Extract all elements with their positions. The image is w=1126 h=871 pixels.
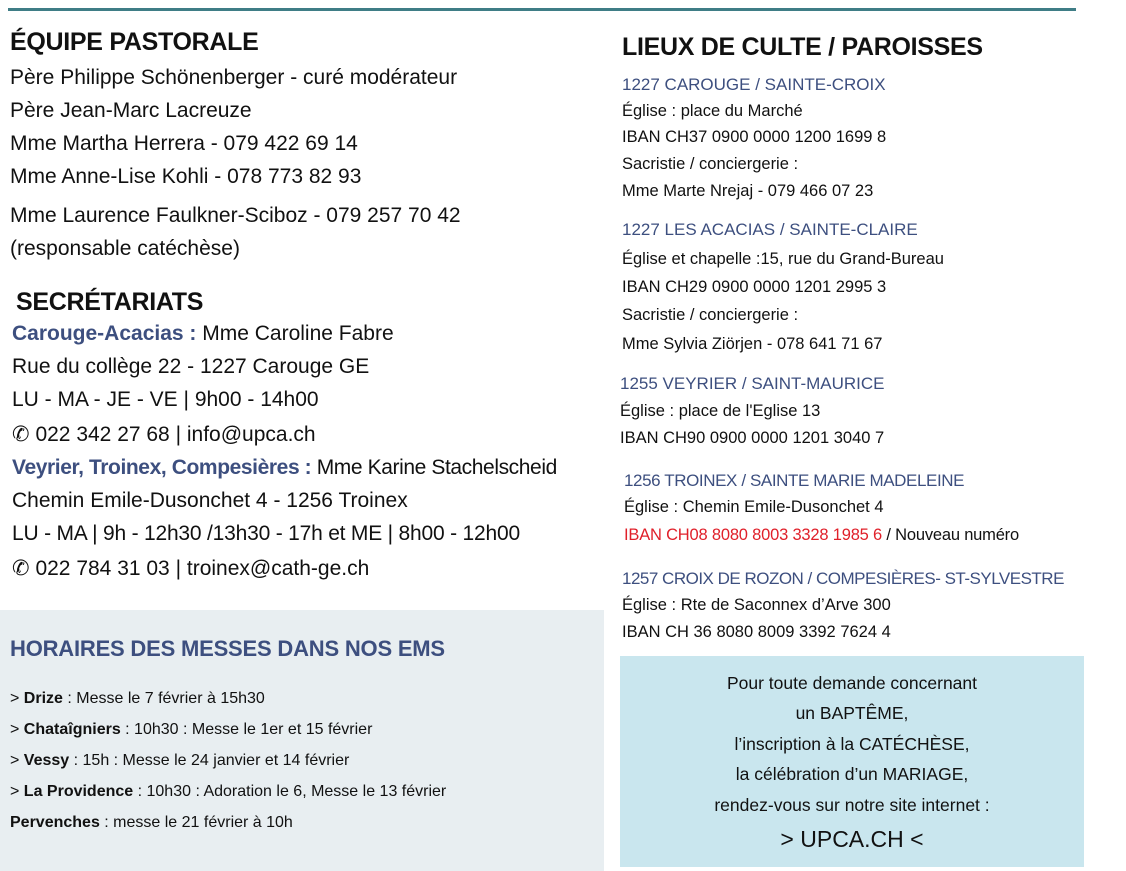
parish-line: IBAN CH29 0900 0000 1201 2995 3 (622, 278, 887, 296)
info-line: un BAPTÊME, (795, 703, 909, 723)
horaire-prefix: > (10, 690, 24, 707)
parish-iban-line (624, 526, 1019, 545)
equipe-line: Père Jean-Marc Lacreuze (10, 99, 252, 122)
horaire-text: : messe le 21 février à 10h (99, 814, 293, 831)
horaire-item (10, 690, 265, 708)
horaire-text: : 15h : Messe le 24 janvier et 14 février (69, 752, 350, 769)
horaire-prefix: > (10, 752, 24, 769)
parish-heading: 1255 VEYRIER / SAINT-MAURICE (620, 374, 885, 393)
parish-line: Église et chapelle :15, rue du Grand-Bureau (622, 250, 944, 268)
veyrier-contact-line (12, 556, 369, 581)
horaire-place: Drize (23, 690, 63, 707)
veyrier-contact: 022 784 31 03 | troinex@cath-ge.ch (29, 557, 370, 580)
horaire-place: Vessy (23, 752, 70, 769)
veyrier-address: Chemin Emile-Dusonchet 4 - 1256 Troinex (12, 489, 408, 512)
parish-line: Mme Marte Nrejaj - 079 466 07 23 (622, 182, 874, 200)
parish-line: Mme Sylvia Ziörjen - 078 641 71 67 (622, 335, 883, 353)
horaire-prefix: > (10, 721, 24, 738)
veyrier-name: Mme Karine Stachelscheid (311, 456, 557, 479)
equipe-title: ÉQUIPE PASTORALE (10, 28, 259, 56)
equipe-line: Mme Martha Herrera - 079 422 69 14 (10, 132, 358, 155)
horaires-title: HORAIRES DES MESSES DANS NOS EMS (10, 636, 445, 661)
parish-heading: 1227 CAROUGE / SAINTE-CROIX (622, 75, 886, 94)
horaires-box (0, 610, 604, 871)
carouge-secretariat-line (12, 322, 394, 346)
secretariats-title: SECRÉTARIATS (16, 288, 204, 316)
top-divider (8, 8, 1076, 11)
carouge-contact: 022 342 27 68 | info@upca.ch (29, 423, 316, 446)
veyrier-secretariat-line (12, 456, 557, 480)
phone-icon: ✆ (12, 557, 30, 580)
parish-line: Sacristie / conciergerie : (622, 155, 799, 173)
carouge-hours: LU - MA - JE - VE | 9h00 - 14h00 (12, 388, 319, 411)
horaire-place: Pervenches (10, 814, 100, 831)
parish-line: IBAN CH37 0900 0000 1200 1699 8 (622, 128, 887, 146)
parish-line: Église : place de l'Eglise 13 (620, 402, 821, 420)
equipe-line: Père Philippe Schönenberger - curé modérateur (10, 66, 458, 89)
parish-heading: 1256 TROINEX / SAINTE MARIE MADELEINE (624, 471, 965, 490)
horaire-text: : 10h30 : Adoration le 6, Messe le 13 février (133, 783, 447, 800)
info-box (620, 656, 1084, 867)
carouge-contact-line (12, 422, 316, 447)
parish-heading: 1227 LES ACACIAS / SAINTE-CLAIRE (622, 220, 918, 239)
horaire-place: Chataîgniers (23, 721, 121, 738)
horaire-item (10, 783, 446, 801)
lieux-title: LIEUX DE CULTE / PAROISSES (622, 33, 983, 61)
info-line: l’inscription à la CATÉCHÈSE, (734, 734, 970, 754)
veyrier-label: Veyrier, Troinex, Compesières : (12, 456, 312, 479)
parish-line: Église : Chemin Emile-Dusonchet 4 (624, 498, 884, 516)
phone-icon: ✆ (12, 423, 30, 446)
new-iban: IBAN CH08 8080 8003 3328 1985 6 (624, 526, 883, 544)
horaire-prefix: > (10, 783, 24, 800)
info-line: la célébration d’un MARIAGE, (735, 764, 969, 784)
carouge-label: Carouge-Acacias : (12, 322, 197, 345)
info-line: rendez-vous sur notre site internet : (714, 795, 990, 815)
parish-line: IBAN CH 36 8080 8009 3392 7624 4 (622, 623, 891, 641)
website-link[interactable]: > UPCA.CH < (780, 826, 924, 852)
iban-note: / Nouveau numéro (882, 526, 1019, 544)
horaire-item (10, 721, 372, 739)
carouge-name: Mme Caroline Fabre (196, 322, 394, 345)
equipe-line: Mme Anne-Lise Kohli - 078 773 82 93 (10, 165, 362, 188)
veyrier-hours: LU - MA | 9h - 12h30 /13h30 - 17h et ME | 8h00 - 12h00 (12, 522, 520, 545)
horaire-text: : 10h30 : Messe le 1er et 15 février (120, 721, 373, 738)
equipe-line: Mme Laurence Faulkner-Sciboz - 079 257 70 42 (10, 204, 461, 227)
horaire-item (10, 814, 293, 832)
horaire-text: : Messe le 7 février à 15h30 (62, 690, 265, 707)
carouge-address: Rue du collège 22 - 1227 Carouge GE (12, 355, 370, 378)
info-line: Pour toute demande concernant (726, 673, 978, 693)
parish-line: Église : place du Marché (622, 102, 803, 120)
horaire-place: La Providence (23, 783, 134, 800)
equipe-line: (responsable catéchèse) (10, 237, 240, 260)
parish-heading: 1257 CROIX DE ROZON / COMPESIÈRES- ST-SYLVESTRE (622, 569, 1064, 588)
parish-line: Sacristie / conciergerie : (622, 306, 799, 324)
horaire-item (10, 752, 349, 770)
parish-line: IBAN CH90 0900 0000 1201 3040 7 (620, 429, 885, 447)
parish-line: Église : Rte de Saconnex d’Arve 300 (622, 596, 891, 614)
